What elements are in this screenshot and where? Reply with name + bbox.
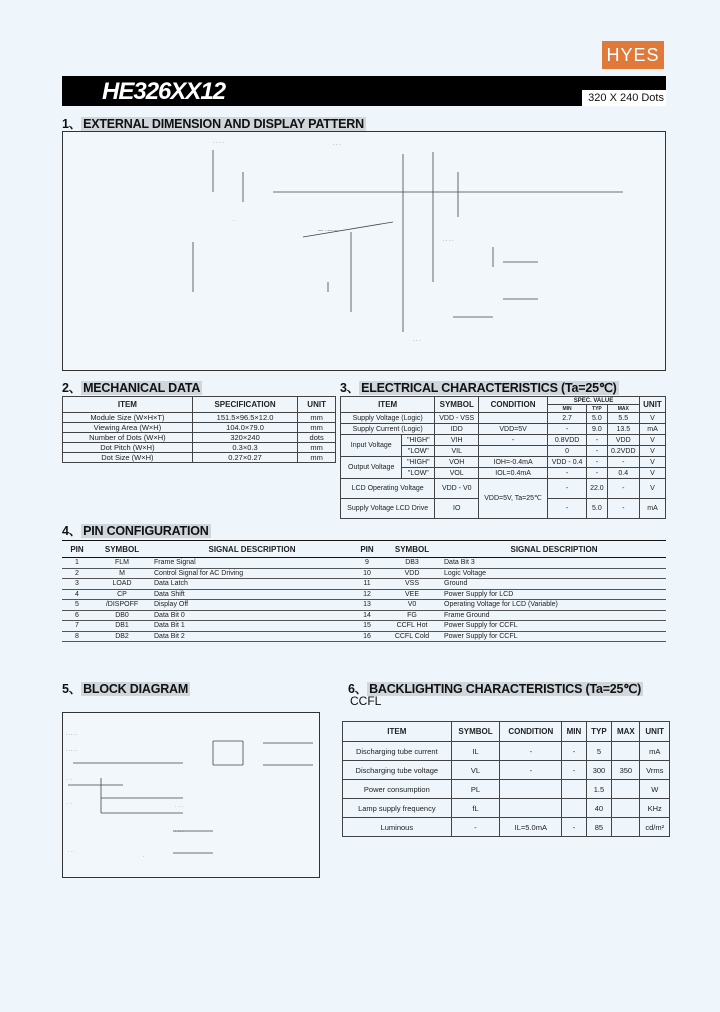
table-header: PIN	[62, 541, 92, 558]
table-row: Module Size (W×H×T) 151.5×96.5×12.0 mm	[63, 413, 336, 423]
section-2-heading	[62, 378, 202, 396]
diagram-mark: · · ·	[66, 777, 73, 782]
table-header: SPECIFICATION	[192, 397, 297, 413]
backlight-type-label: CCFL	[350, 694, 382, 708]
table-header: ITEM	[343, 722, 452, 742]
table-row: 5 /DISPOFF Display Off 13 V0 Operating Voltage for LCD (Variable)	[62, 600, 666, 611]
section-number: 6、	[348, 682, 368, 696]
section-title: BACKLIGHTING CHARACTERISTICS (Ta=25℃)	[369, 682, 642, 696]
model-number: HE326XX12	[102, 78, 226, 105]
diagram-mark: · · ·	[68, 849, 75, 854]
table-row: 1 FLM Frame Signal 9 DB3 Data Bit 3	[62, 558, 666, 569]
table-row: Supply Voltage LCD Drive IO - 5.0 - mA	[341, 499, 666, 519]
table-row: Luminous - IL=5.0mA - 85 cd/m²	[343, 818, 670, 837]
table-row: 8 DB2 Data Bit 2 16 CCFL Cold Power Supply for CCFL	[62, 631, 666, 642]
table-header: SYMBOL	[92, 541, 152, 558]
table-header: CONDITION	[479, 397, 548, 413]
table-row: Supply Voltage (Logic) VDD - VSS 2.7 5.0 5.5 V	[341, 413, 666, 424]
pin-configuration-table	[62, 540, 666, 642]
section-title: ELECTRICAL CHARACTERISTICS (Ta=25℃)	[361, 381, 617, 395]
table-header: UNIT	[639, 397, 665, 413]
diagram-mark: · · · ·	[175, 829, 184, 834]
table-header: UNIT	[640, 722, 670, 742]
table-row: Dot Pitch (W×H) 0.3×0.3 mm	[63, 443, 336, 453]
section-3-heading	[340, 378, 619, 396]
table-row: LCD Operating Voltage VDD - V0 VDD=5V, Ta=25℃ - 22.0 - V	[341, 479, 666, 499]
diagram-mark: ·	[143, 854, 145, 859]
table-row: "LOW" VIL 0 - 0.2VDD V	[341, 446, 666, 457]
brand-logo: HYES	[602, 41, 664, 69]
section-number: 4、	[62, 524, 82, 538]
section-title: MECHANICAL DATA	[83, 381, 201, 395]
table-row: 6 DB0 Data Bit 0 14 FG Frame Ground	[62, 610, 666, 621]
section-title: PIN CONFIGURATION	[83, 524, 209, 538]
diagram-mark: - - - - -	[66, 747, 78, 752]
table-header: ITEM	[63, 397, 193, 413]
section-6-heading	[348, 679, 643, 697]
table-header: ITEM	[341, 397, 435, 413]
table-header: SIGNAL DESCRIPTION	[442, 541, 666, 558]
dimension-mark: · · ·	[413, 338, 421, 344]
dimension-mark: · · ·	[333, 142, 341, 148]
dimension-mark: · · · ·	[213, 140, 224, 146]
table-header: UNIT	[298, 397, 336, 413]
table-row: Discharging tube voltage VL - - 300 350 Vrms	[343, 761, 670, 780]
section-number: 5、	[62, 682, 82, 696]
table-row: Dot Size (W×H) 0.27×0.27 mm	[63, 453, 336, 463]
table-header: SYMBOL	[435, 397, 479, 413]
table-header: MAX	[612, 722, 640, 742]
backlight-table	[342, 721, 670, 837]
section-number: 2、	[62, 381, 82, 395]
table-header: SIGNAL DESCRIPTION	[152, 541, 352, 558]
block-diagram-sketch	[63, 713, 319, 877]
diagram-mark: · · · ·	[175, 804, 184, 809]
dimension-mark: — · — —	[318, 228, 339, 234]
table-row: 4 CP Data Shift 12 VEE Power Supply for LCD	[62, 589, 666, 600]
table-row: 7 DB1 Data Bit 1 15 CCFL Hot Power Supply for CCFL	[62, 621, 666, 632]
table-header: SYMBOL	[382, 541, 442, 558]
title-banner	[62, 76, 666, 106]
table-header: PIN	[352, 541, 382, 558]
table-row: Number of Dots (W×H) 320×240 dots	[63, 433, 336, 443]
table-row: Input Voltage "HIGH" VIH - 0.8VDD - VDD V	[341, 435, 666, 446]
table-row: 2 M Control Signal for AC Driving 10 VDD Logic Voltage	[62, 568, 666, 579]
section-title: BLOCK DIAGRAM	[83, 682, 189, 696]
table-header: SPEC. VALUE	[547, 397, 639, 405]
block-diagram	[62, 712, 320, 878]
table-header: SYMBOL	[451, 722, 500, 742]
dimension-drawing	[62, 131, 666, 371]
table-row: "LOW" VOL IOL=0.4mA - - 0.4 V	[341, 468, 666, 479]
resolution-label: 320 X 240 Dots	[582, 90, 666, 106]
section-number: 3、	[340, 381, 360, 395]
dimension-mark: ·	[233, 218, 235, 224]
section-4-heading	[62, 521, 211, 539]
mechanical-data-table	[62, 396, 336, 463]
diagram-mark: - - - - -	[66, 731, 78, 736]
table-row: Viewing Area (W×H) 104.0×79.0 mm	[63, 423, 336, 433]
table-row: Discharging tube current IL - - 5 mA	[343, 742, 670, 761]
dimension-drawing-sketch	[63, 132, 665, 370]
section-5-heading	[62, 679, 190, 697]
section-1-heading	[62, 114, 366, 132]
section-number: 1、	[62, 117, 82, 131]
table-header: CONDITION	[500, 722, 562, 742]
table-row: Supply Current (Logic) IDD VDD=5V - 9.0 13.5 mA	[341, 424, 666, 435]
table-header: MIN	[562, 722, 586, 742]
table-row: 3 LOAD Data Latch 11 VSS Ground	[62, 579, 666, 590]
diagram-mark: · · ·	[66, 801, 73, 806]
table-header: TYP	[586, 722, 612, 742]
electrical-table: ITEM SYMBOL CONDITION SPEC. VALUE UNIT MIN TYP MAX Supply Voltage (Logic) VDD - VSS 2.7 5.0 5.5 V Supply Current (Logic) IDD VDD=5V - 9.0 13.5 mA Input Voltage "HIGH" VIH - 0.8VDD - VDD V "LOW" VIL 0 - 0.2VDD V Output Voltage "HIGH" VOH IOH=-0.4mA VDD - 0.4 - - V "LOW" VOL IOL=0.4mA - - 0.4 V LCD Operating Voltage VDD - V0 VDD=5V, Ta=25℃ - 22.0 - V Supply Voltage LCD Drive IO - 5.0 - mA	[340, 396, 666, 519]
dimension-mark: · · · ·	[443, 238, 454, 244]
section-title: EXTERNAL DIMENSION AND DISPLAY PATTERN	[83, 117, 364, 131]
table-row: Power consumption PL 1.5 W	[343, 780, 670, 799]
table-row: Output Voltage "HIGH" VOH IOH=-0.4mA VDD - 0.4 - - V	[341, 457, 666, 468]
table-row: Lamp supply frequency fL 40 KHz	[343, 799, 670, 818]
